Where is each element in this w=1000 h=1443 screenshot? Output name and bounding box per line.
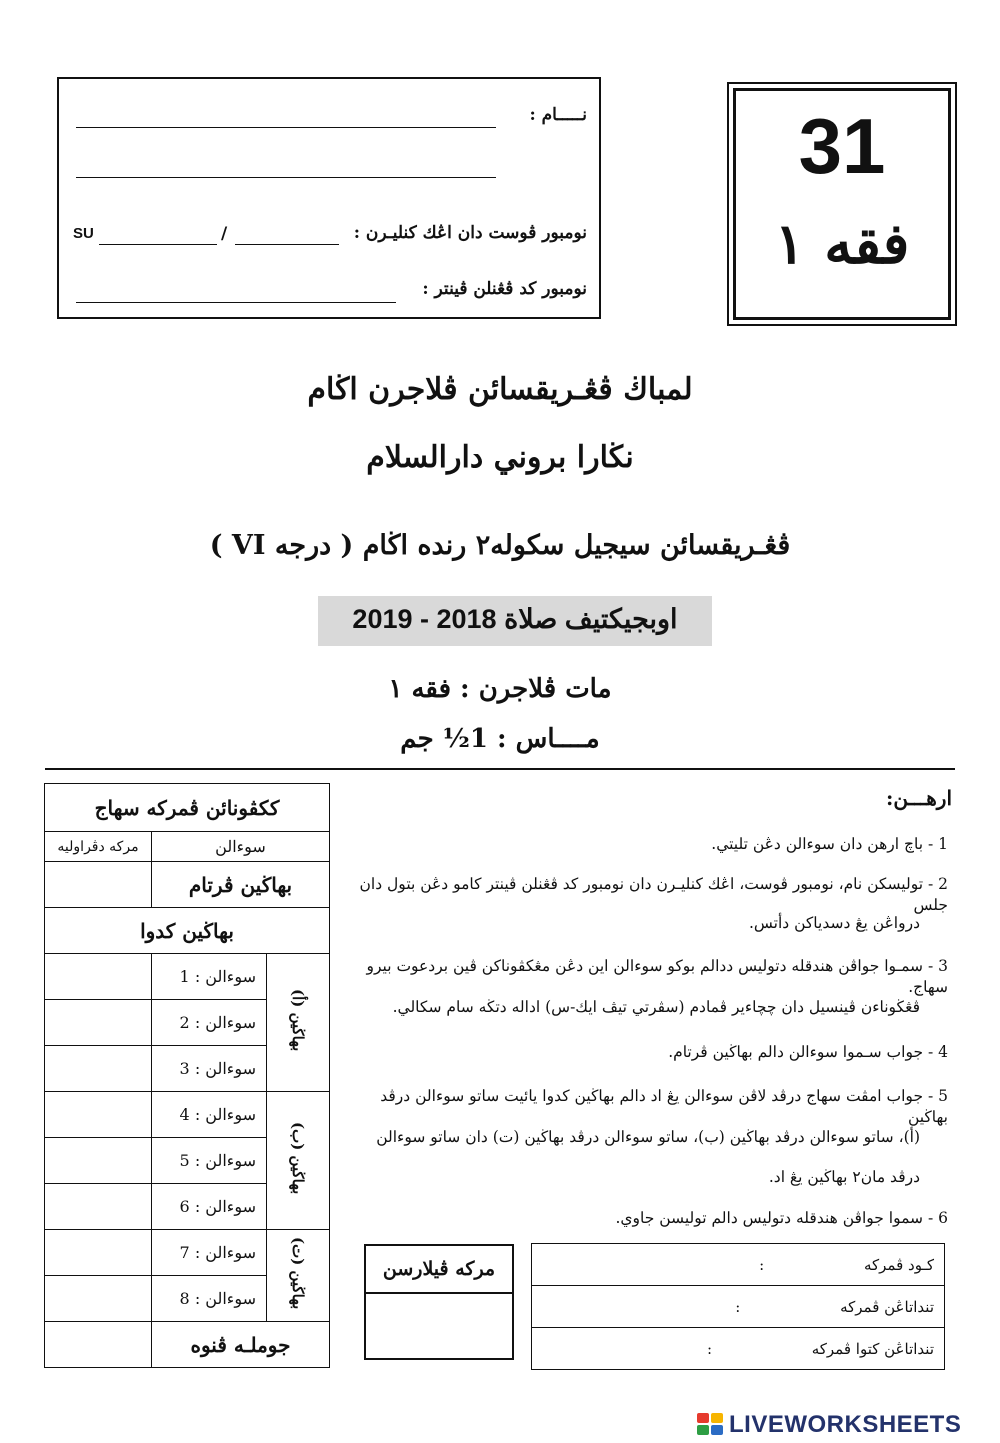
instruction-5-cont-1: (أ)، ساتو سوءالن درڤد بهاڬين (ب)، ساتو سوءالن درڤد بهاڬين (ت) دان ساتو سوءالن: [376, 1128, 920, 1146]
center-line[interactable]: [76, 302, 396, 303]
examiner-title: مركه ڤيلارسن: [366, 1246, 512, 1294]
q3-label: سوءالن : 3: [152, 1046, 267, 1092]
q7-label: سوءالن : 7: [152, 1230, 267, 1276]
part-c-label-cell: [267, 1230, 330, 1322]
instruction-3-cont: ڤڠڬوناءن ڤينسيل دان چچاءير ڤمادم (سڤرتي تيڤ ايك-س) اداله دتڬه سام سكالي.: [392, 998, 920, 1016]
instructions-title: ارهـــن:: [886, 786, 952, 810]
q1-marks[interactable]: [45, 954, 152, 1000]
name-line-2[interactable]: [76, 177, 496, 178]
col-question-header: سوءالن: [152, 832, 330, 862]
q6-marks[interactable]: [45, 1184, 152, 1230]
part-b-label: بهاڬين (ب): [289, 1122, 307, 1195]
examiner-signature-colon: :: [735, 1297, 741, 1316]
part-a-label-cell: [267, 954, 330, 1092]
marks-table: [44, 783, 330, 1368]
liveworksheets-logo-icon: [697, 1413, 725, 1437]
index-prefix: SU: [73, 225, 94, 242]
examiner-signature-label: تنداتاڠن ڤمركه: [840, 1297, 934, 1316]
paper-code-inner: [733, 88, 951, 320]
col-marks-header: مركه دڤراوليه: [45, 832, 152, 862]
examiner-code-label: كـود ڤمركه: [863, 1255, 934, 1274]
instruction-6: 6 - سموا جواڤن هندقله دتوليس دالم توليسن جاوي.: [615, 1209, 948, 1227]
divider-line: [45, 768, 955, 770]
time-line: مــــاس : 1½ جم: [400, 724, 600, 754]
examiner-code-row[interactable]: [532, 1244, 945, 1286]
q7-marks[interactable]: [45, 1230, 152, 1276]
watermark-text: LIVEWORKSHEETS: [729, 1411, 962, 1438]
section-b-label: بهاڬين كدوا: [45, 908, 330, 954]
chief-signature-row[interactable]: [532, 1328, 945, 1370]
total-label: جوملـه ڤنوه: [152, 1322, 330, 1368]
q6-label: سوءالن : 6: [152, 1184, 267, 1230]
q2-marks[interactable]: [45, 1000, 152, 1046]
section-a-label: بهاڬين ڤرتام: [152, 862, 330, 908]
instruction-2-cont: درواڠن يڠ دسدياكن دأتس.: [748, 914, 920, 932]
q5-marks[interactable]: [45, 1138, 152, 1184]
country-title: نڬارا بروني دارالسلام: [366, 440, 634, 475]
examiner-signature-row[interactable]: [532, 1286, 945, 1328]
q4-marks[interactable]: [45, 1092, 152, 1138]
q4-label: سوءالن : 4: [152, 1092, 267, 1138]
name-label: نـــــام :: [529, 105, 587, 125]
instruction-2: 2 - توليسكن نام، نومبور ڤوست، اڠك كنليـرن دان نومبور كد ڤڠنلن ڤينتر كامو دڠن بتول دان جلس: [359, 875, 948, 914]
part-b-label-cell: [267, 1092, 330, 1230]
part-c-label: بهاڬين (ت): [289, 1237, 307, 1310]
year-text: اوبجيكتيف صلاة 2018 - 2019: [352, 604, 678, 634]
center-label: نومبور كد ڤڠنلن ڤينتر :: [422, 279, 587, 299]
paper-code-box: [727, 82, 957, 326]
instruction-5-cont-2: درڤد مان٢ بهاڬين يڠ اد.: [768, 1168, 920, 1186]
liveworksheets-watermark: [697, 1411, 993, 1437]
year-band: [318, 596, 712, 646]
chief-signature-colon: :: [706, 1339, 712, 1358]
q5-label: سوءالن : 5: [152, 1138, 267, 1184]
q8-label: سوءالن : 8: [152, 1276, 267, 1322]
subject-line: مات ڤلاجرن : فقه ١: [388, 674, 612, 704]
marks-table-title: ككڤونائن ڤمركه سهاج: [45, 784, 330, 832]
chief-signature-label: تنداتاڠن كتوا ڤمركه: [811, 1339, 934, 1358]
name-line-1[interactable]: [76, 127, 496, 128]
q2-label: سوءالن : 2: [152, 1000, 267, 1046]
index-slash: /: [221, 224, 228, 244]
examiner-code-colon: :: [759, 1255, 765, 1274]
student-info-box: [57, 77, 601, 319]
instruction-4: 4 - جواب سـموا سوءالن دالم بهاڬين ڤرتام.: [668, 1043, 948, 1061]
paper-subject: فقه ١: [774, 211, 910, 277]
instruction-3: 3 - سمـوا جواڤن هندقله دتوليس ددالم بوكو سوءالن اين دڠن مڠكڤوناكن ڤين بردعوت بيرو سهاج.: [366, 957, 948, 996]
index-label: نومبور ڤوست دان اڠك كنليـرن :: [353, 223, 587, 243]
paper-number: 31: [798, 102, 886, 190]
examiner-marks-field[interactable]: [366, 1294, 512, 1358]
instruction-5: 5 - جواب امڤت سهاج درڤد لاڤن سوءالن يڠ اد دالم بهاڬين كدوا يائيت ساتو سوءالن درڤد بهاڬين: [380, 1087, 948, 1126]
q3-marks[interactable]: [45, 1046, 152, 1092]
exam-title: ڤڠـريقسائن سيجيل سكوله٢ رنده اڬام ( درجه VI ): [209, 530, 791, 561]
q8-marks[interactable]: [45, 1276, 152, 1322]
q1-label: سوءالن : 1: [152, 954, 267, 1000]
part-a-label: بهاڬين (أ): [289, 989, 307, 1052]
index-line-1[interactable]: [99, 244, 217, 245]
examiner-code-table: [531, 1243, 945, 1370]
instruction-1: 1 - باچ ارهن دان سوءالن دڠن تليتي.: [711, 835, 948, 853]
board-title: لمباڬ ڤڠـريقسائن ڤلاجرن اڬام: [307, 372, 693, 407]
examiner-box: [364, 1244, 514, 1360]
total-marks[interactable]: [45, 1322, 152, 1368]
section-a-marks[interactable]: [45, 862, 152, 908]
index-line-2[interactable]: [235, 244, 339, 245]
